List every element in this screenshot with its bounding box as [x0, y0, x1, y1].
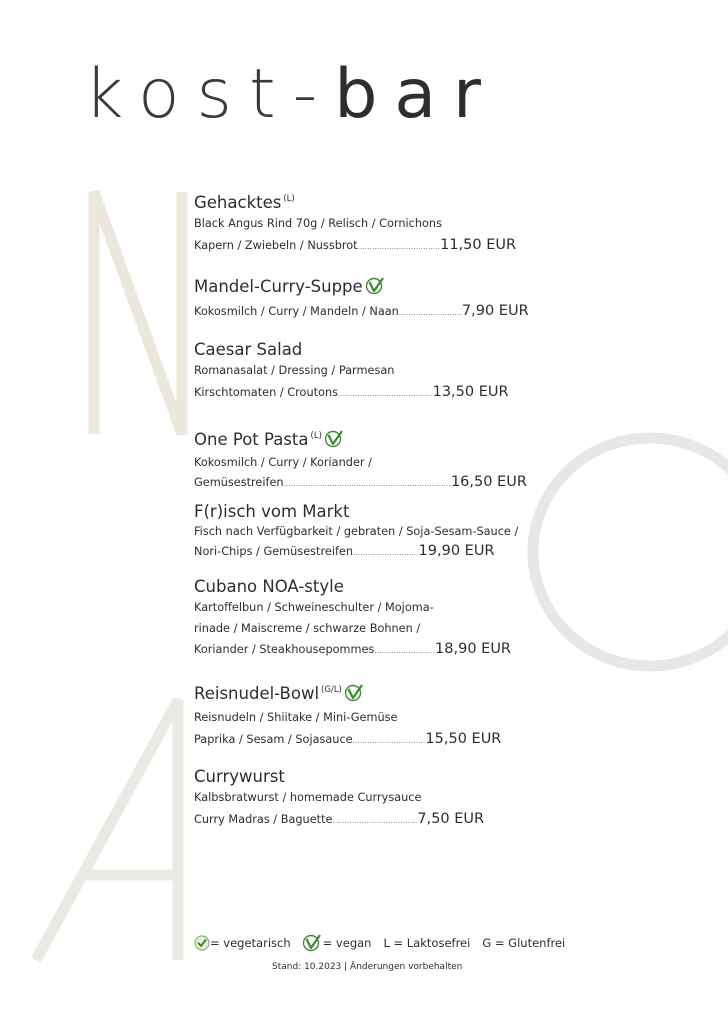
dish-description: Kokosmilch / Curry / Mandeln / Naan [194, 305, 399, 318]
legend-vegan: = vegan [322, 936, 372, 950]
dish-name [194, 339, 534, 361]
letter-n [94, 192, 182, 434]
vegan-icon [345, 684, 365, 708]
dot-leader: .......................... [398, 309, 462, 317]
dot-leader: ..................................................................... [283, 480, 451, 488]
price-line [194, 639, 534, 661]
letter-a [36, 700, 178, 960]
dish-title: Reisnudel-Bowl [194, 684, 320, 703]
dish-description: Kapern / Zwiebeln / Nussbrot [194, 238, 358, 252]
dish-price: 15,50 EUR [425, 730, 502, 747]
dish-title: F(r)isch vom Markt [194, 502, 350, 521]
dish-description: Romanasalat / Dressing / Parmesan [194, 364, 395, 377]
menu-item [194, 766, 534, 830]
price-line [194, 382, 534, 404]
price-line [194, 301, 534, 323]
dot-leader: ....................................... [338, 389, 433, 398]
legend-lactose: L = Laktosefrei [383, 936, 471, 950]
price-line [194, 235, 534, 257]
dish-title: One Pot Pasta [194, 430, 309, 449]
legend [194, 934, 565, 952]
dish-price: 7,90 EUR [461, 303, 529, 319]
brand-title [84, 52, 498, 138]
dish-description: rinade / Maiscreme / schwarze Bohnen / [194, 621, 421, 635]
dish-tag: (L) [283, 194, 295, 204]
dish-price: 13,50 EUR [432, 383, 509, 400]
dish-name [194, 188, 534, 214]
dish-description: Koriander / Steakhousepommes [194, 643, 375, 656]
dish-description: Fisch nach Verfügbarkeit / gebraten / Soja-Sesam-Sauce / [194, 525, 519, 538]
dish-description: Kokosmilch / Curry / Koriander / [194, 456, 372, 469]
dish-name [194, 425, 534, 454]
dish-description: Curry Madras / Baguette [194, 812, 333, 826]
legend-gluten: G = Glutenfrei [482, 936, 566, 950]
dot-leader: .................................. [357, 242, 441, 251]
price-line [194, 541, 534, 563]
dish-title: Gehacktes [194, 193, 282, 212]
dish-title: Caesar Salad [194, 340, 303, 359]
dish-name [194, 679, 534, 708]
dish-price: 7,50 EUR [417, 810, 485, 827]
menu-item [194, 501, 534, 563]
price-line [194, 472, 534, 494]
dish-description: Kalbsbratwurst / homemade Currysauce [194, 791, 422, 804]
brand-title-light: kost- [84, 55, 335, 134]
footer-note: Stand: 10.2023 | Änderungen vorbehalten [272, 962, 463, 972]
brand-title-bold: bar [334, 55, 498, 134]
dish-name [194, 276, 534, 301]
dish-description: Gemüsestreifen [194, 476, 284, 489]
dot-leader: ......................... [374, 647, 436, 655]
dot-leader: .............................. [352, 736, 426, 745]
menu-item [194, 339, 534, 403]
dish-tag: (G/L) [321, 685, 342, 695]
letter-o [533, 438, 728, 666]
dish-name [194, 766, 534, 788]
dish-title: Mandel-Curry-Suppe [194, 277, 363, 296]
vegan-icon [303, 934, 323, 952]
dish-description: Nori-Chips / Gemüsestreifen [194, 545, 354, 558]
dish-title: Currywurst [194, 767, 285, 786]
dish-price: 16,50 EUR [450, 474, 527, 490]
menu-item [194, 276, 534, 323]
menu-item [194, 679, 534, 750]
dish-description: Kirschtomaten / Croutons [194, 385, 338, 399]
dish-title: Cubano NOA-style [194, 577, 344, 596]
dot-leader: ................................... [332, 816, 418, 825]
legend-vegetarian: = vegetarisch [210, 936, 291, 950]
dish-tag: (L) [310, 431, 322, 441]
menu-item [194, 576, 534, 661]
dish-price: 18,90 EUR [435, 641, 512, 657]
dish-description: Paprika / Sesam / Sojasauce [194, 732, 353, 746]
vegan-icon [366, 277, 386, 301]
vegetarian-icon [194, 935, 210, 951]
menu-item [194, 188, 534, 256]
dish-name [194, 576, 534, 598]
vegan-icon [325, 430, 345, 454]
dish-price: 11,50 EUR [440, 236, 517, 253]
dish-price: 19,90 EUR [418, 543, 495, 559]
dish-description: Black Angus Rind 70g / Relisch / Cornichons [194, 217, 442, 230]
price-line [194, 729, 534, 751]
dish-description: Reisnudeln / Shiitake / Mini-Gemüse [194, 711, 398, 724]
dish-description: Kartoffelbun / Schweineschulter / Mojoma- [194, 601, 434, 614]
menu-item [194, 425, 534, 494]
price-line [194, 809, 534, 831]
dot-leader: ........................... [353, 549, 419, 557]
dish-name [194, 501, 534, 523]
